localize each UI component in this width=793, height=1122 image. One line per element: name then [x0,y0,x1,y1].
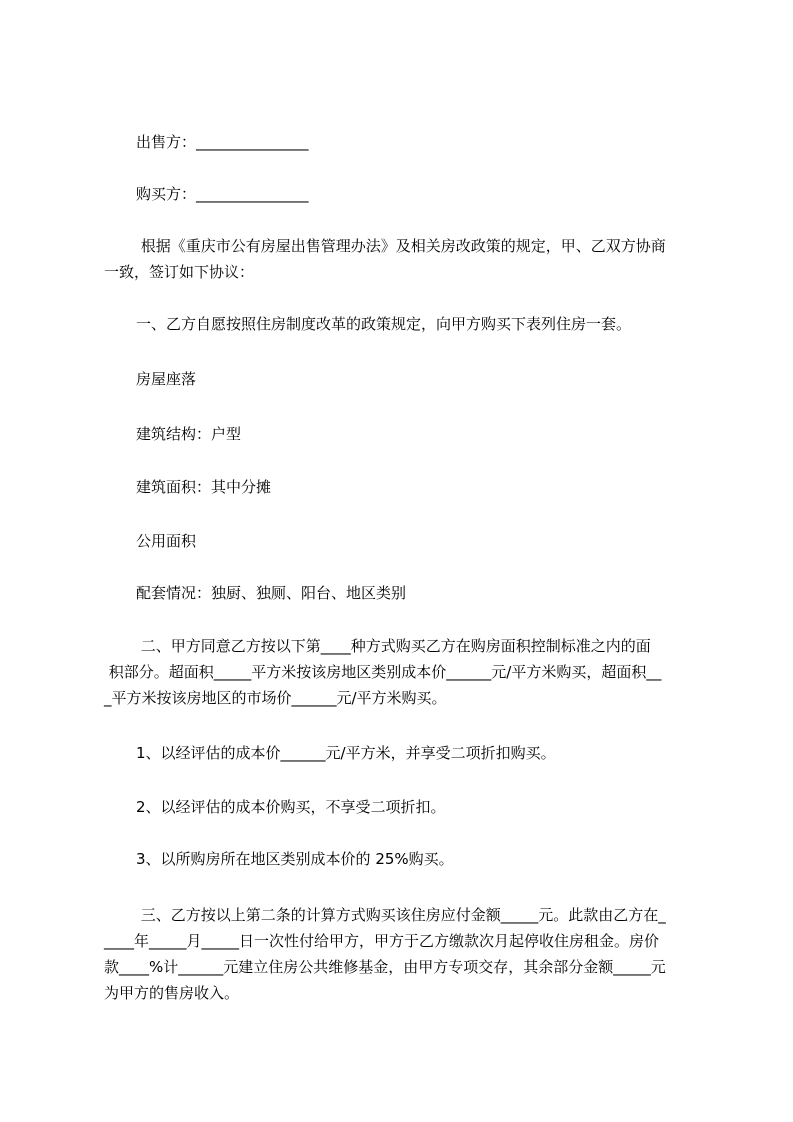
intro-paragraph-line1: 根据《重庆市公有房屋出售管理办法》及相关房改政策的规定，甲、乙双方协商 [136,237,666,255]
building-area-label: 建筑面积：其中分摊 [136,478,272,496]
clause-three-line4: 为甲方的售房收入。 [104,984,240,1002]
clause-three-line2: ____年_____月_____日一次性付给甲方，甲方于乙方缴款次月起停收住房租金。房价 [104,932,660,950]
building-structure-label: 建筑结构：户型 [136,425,242,443]
clause-two-line2: 积部分。超面积_____平方米按该房地区类别成本价______元/平方米购买，超面积__ [104,663,662,681]
buyer-line: 购买方：_______________ [136,185,309,203]
option-two: 2、以经评估的成本价购买，不享受二项折扣。 [136,798,446,816]
option-three: 3、以所购房所在地区类别成本价的 25%购买。 [136,850,454,868]
clause-two-line1: 二、甲方同意乙方按以下第____种方式购买乙方在购房面积控制标准之内的面 [136,637,651,655]
clause-two-line3: _平方米按该房地区的市场价______元/平方米购买。 [104,689,447,707]
option-one: 1、以经评估的成本价______元/平方米，并享受二项折扣购买。 [136,744,556,762]
facilities-label: 配套情况：独厨、独厕、阳台、地区类别 [136,584,407,602]
intro-paragraph-line2: 一致，签订如下协议： [104,263,255,281]
house-location-label: 房屋座落 [136,370,197,388]
clause-one: 一、乙方自愿按照住房制度改革的政策规定，向甲方购买下表列住房一套。 [136,315,632,333]
seller-line: 出售方：_______________ [136,133,309,151]
public-area-label: 公用面积 [136,532,197,550]
clause-three-line3: 款____%计______元建立住房公共维修基金，由甲方专项交存，其余部分金额_____元 [104,958,666,976]
clause-three-line1: 三、乙方按以上第二条的计算方式购买该住房应付金额_____元。此款由乙方在_ [136,906,666,924]
